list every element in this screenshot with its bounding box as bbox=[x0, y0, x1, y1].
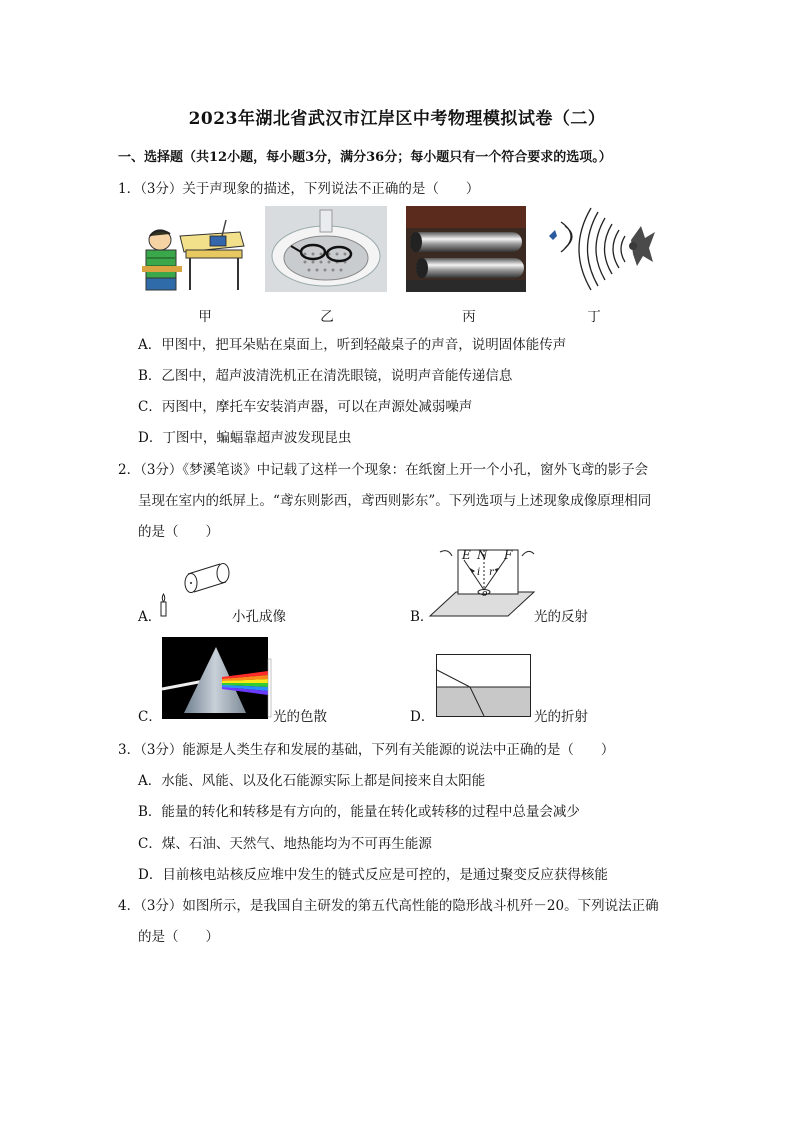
caption-bing: 丙 bbox=[462, 309, 476, 325]
figure-pinhole-camera bbox=[158, 560, 234, 620]
question-1-stem: 1．（3分）关于声现象的描述，下列说法不正确的是（ ） bbox=[118, 181, 480, 197]
q2-option-a-label: 小孔成像 bbox=[232, 609, 286, 625]
q3-option-c: C．煤、石油、天然气、地热能均为不可再生能源 bbox=[138, 836, 432, 852]
q3-option-d: D．目前核电站核反应堆中发生的链式反应是可控的，是通过聚变反应获得核能 bbox=[138, 867, 608, 883]
question-3-stem: 3．（3分）能源是人类生存和发展的基础，下列有关能源的说法中正确的是（ ） bbox=[118, 742, 615, 758]
q2-option-c-letter: C． bbox=[138, 709, 162, 725]
figure-jia-ear-on-table bbox=[140, 206, 246, 292]
question-2-line-2: 呈现在室内的纸屏上。“鸢东则影西，鸢西则影东”。下列选项与上述现象成像原理相同 bbox=[138, 493, 652, 509]
q1-option-d: D．丁图中，蝙蝠靠超声波发现昆虫 bbox=[138, 430, 352, 446]
question-2-line-1: 2．（3分）《梦溪笔谈》中记载了这样一个现象：在纸窗上开一个小孔，窗外飞鸢的影子会 bbox=[118, 462, 649, 478]
q1-option-b: B．乙图中，超声波清洗机正在清洗眼镜，说明声音能传递信息 bbox=[138, 368, 513, 384]
figure-yi-ultrasonic-cleaner bbox=[265, 206, 387, 292]
section-heading: 一、选择题（共12小题，每小题3分，满分36分；每小题只有一个符合要求的选项。） bbox=[118, 150, 612, 165]
q3-option-b: B．能量的转化和转移是有方向的，能量在转化或转移的过程中总量会减少 bbox=[138, 804, 580, 820]
caption-ding: 丁 bbox=[587, 309, 601, 325]
page-title: 2023年湖北省武汉市江岸区中考物理模拟试卷（二） bbox=[188, 109, 606, 129]
question-4-line-1: 4．（3分）如图所示，是我国自主研发的第五代高性能的隐形战斗机歼－20。下列说法正确 bbox=[118, 898, 659, 914]
q2-option-b-label: 光的反射 bbox=[534, 609, 588, 625]
q2-option-c-label: 光的色散 bbox=[273, 709, 327, 725]
figure-bing-motorcycle-muffler bbox=[406, 206, 526, 292]
q2-option-b-letter: B． bbox=[410, 609, 434, 625]
q1-option-c: C．丙图中，摩托车安装消声器，可以在声源处减弱噪声 bbox=[138, 399, 473, 415]
caption-yi: 乙 bbox=[320, 309, 334, 325]
label-e: E bbox=[462, 548, 471, 562]
caption-jia: 甲 bbox=[198, 309, 212, 325]
label-o: o bbox=[482, 589, 488, 599]
label-i: i bbox=[477, 567, 481, 578]
question-2-line-3: 的是（ ） bbox=[138, 524, 219, 540]
q2-option-d-letter: D． bbox=[410, 709, 435, 725]
label-f: F bbox=[504, 548, 513, 562]
q1-option-a: A．甲图中，把耳朵贴在桌面上，听到轻敲桌子的声音，说明固体能传声 bbox=[138, 337, 567, 353]
label-n: N bbox=[477, 548, 488, 562]
figure-ding-bat-ultrasound bbox=[545, 206, 657, 292]
figure-prism-dispersion bbox=[162, 637, 272, 719]
label-r: r bbox=[489, 567, 494, 578]
q2-option-d-label: 光的折射 bbox=[534, 709, 588, 725]
q3-option-a: A．水能、风能、以及化石能源实际上都是间接来自太阳能 bbox=[138, 773, 486, 789]
question-4-line-2: 的是（ ） bbox=[138, 929, 219, 945]
q2-option-a-letter: A． bbox=[138, 609, 162, 625]
figure-light-refraction bbox=[436, 654, 532, 718]
